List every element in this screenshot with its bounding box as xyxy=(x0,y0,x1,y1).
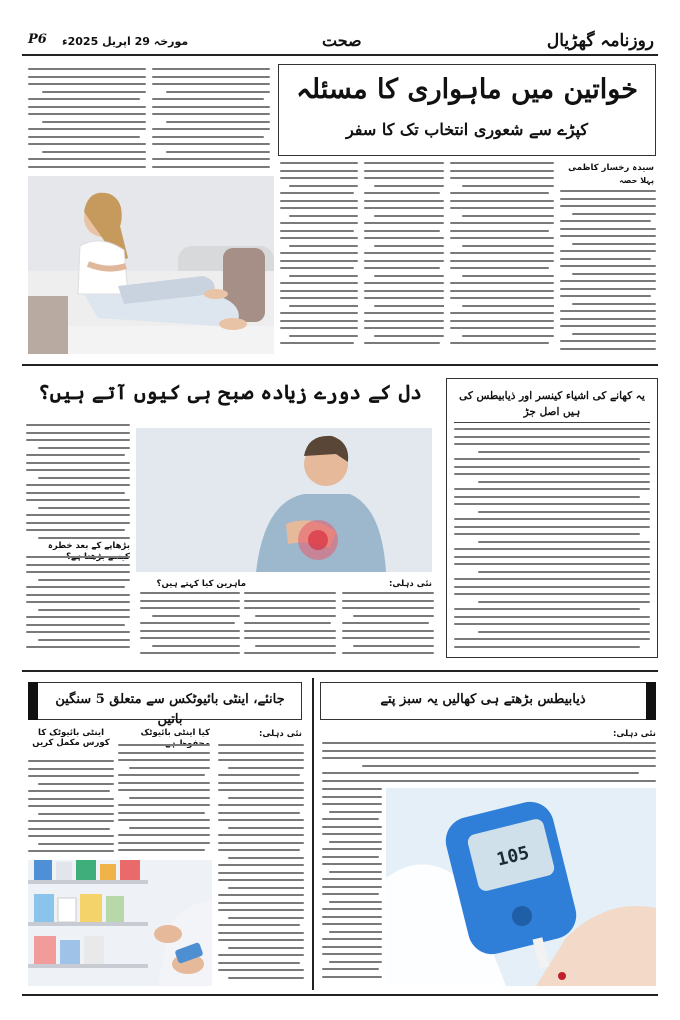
heart-headline: دل کے دورے زیادہ صبح ہی کیوں آتے ہیں؟ xyxy=(38,380,422,404)
diabetes-dateline: نئی دہلی: xyxy=(612,729,656,739)
top-text-col4 xyxy=(280,162,358,354)
heart-text-left-a xyxy=(26,424,130,542)
top-text-col3 xyxy=(364,162,444,354)
food-article xyxy=(450,382,654,654)
food-headline: یہ کھانے کی اشیاء کینسر اور ذیابیطس کی ہیں اصل جڑ xyxy=(459,390,645,418)
top-left-text-b xyxy=(152,68,270,172)
antibiotic-dateline: نئی دہلی: xyxy=(258,729,302,739)
diabetes-text-col xyxy=(322,788,382,984)
page-number: P6 xyxy=(28,32,47,47)
man-chest-pain-illustration xyxy=(136,428,432,572)
heart-text-left-b xyxy=(26,556,130,656)
diabetes-text-top xyxy=(322,742,656,786)
antibiotic-article xyxy=(22,678,308,990)
top-author: سیدہ رخسار کاظمی xyxy=(568,163,654,173)
top-subheadline: کپڑے سے شعوری انتخاب تک کا سفر xyxy=(345,120,589,139)
heart-subhead-1: ماہرین کیا کہتے ہیں؟ xyxy=(156,579,246,589)
glucose-meter-illustration xyxy=(386,788,656,986)
divider-1 xyxy=(22,364,658,366)
antibiotic-subhead-1: کیا اینٹی بائیوٹک xyxy=(140,728,210,738)
glucose-meter-photo xyxy=(386,788,656,986)
woman-illustration xyxy=(28,176,274,354)
chest-pain-photo xyxy=(136,428,432,572)
antibiotic-subhead-2: اینٹی بائیوٹک کا کورس مکمل کریں xyxy=(32,728,110,748)
top-article xyxy=(22,62,658,358)
masthead xyxy=(22,26,658,56)
heart-text-mid xyxy=(140,592,240,656)
heart-text-mid2 xyxy=(244,592,336,656)
section-title: صحت xyxy=(322,31,362,50)
antibiotic-text-mid xyxy=(118,744,210,856)
black-bar-icon xyxy=(28,682,38,720)
divider-2 xyxy=(22,670,658,672)
newspaper-name: روزنامہ گھڑیال xyxy=(546,31,654,51)
heart-dateline: نئی دہلی: xyxy=(388,579,432,589)
food-headline-rule xyxy=(454,422,650,423)
antibiotic-text-left xyxy=(28,760,114,856)
heart-text-right xyxy=(342,592,434,656)
antibiotic-headline: جانئے، اینٹی بائیوٹکس سے متعلق 5 سنگین باتیں xyxy=(55,692,285,727)
woman-cramps-photo xyxy=(28,176,274,354)
pharmacy-photo xyxy=(28,860,212,986)
issue-date: مورخہ 29 اپریل 2025ء xyxy=(62,35,189,48)
heart-article xyxy=(22,372,438,662)
bottom-rule xyxy=(22,994,658,996)
diabetes-article xyxy=(316,678,658,990)
top-text-col2 xyxy=(450,162,554,354)
diabetes-headline: ذیابیطس بڑھتے ہی کھالیں یہ سبز پتے xyxy=(380,692,586,707)
top-sub-label: پہلا حصہ xyxy=(619,176,654,185)
black-bar-icon xyxy=(646,682,656,720)
heart-subhead-2: بڑھاپے کے بعد خطرہ xyxy=(47,541,130,551)
food-text xyxy=(454,428,650,650)
medicine-shelf-illustration xyxy=(28,860,212,986)
top-left-text-a xyxy=(28,68,146,172)
top-headline: خواتین میں ماہواری کا مسئلہ xyxy=(296,74,638,105)
vertical-divider xyxy=(312,678,314,990)
antibiotic-text-right xyxy=(218,744,304,986)
top-text-col1 xyxy=(560,190,656,354)
meter-reading: 105 xyxy=(494,842,532,871)
